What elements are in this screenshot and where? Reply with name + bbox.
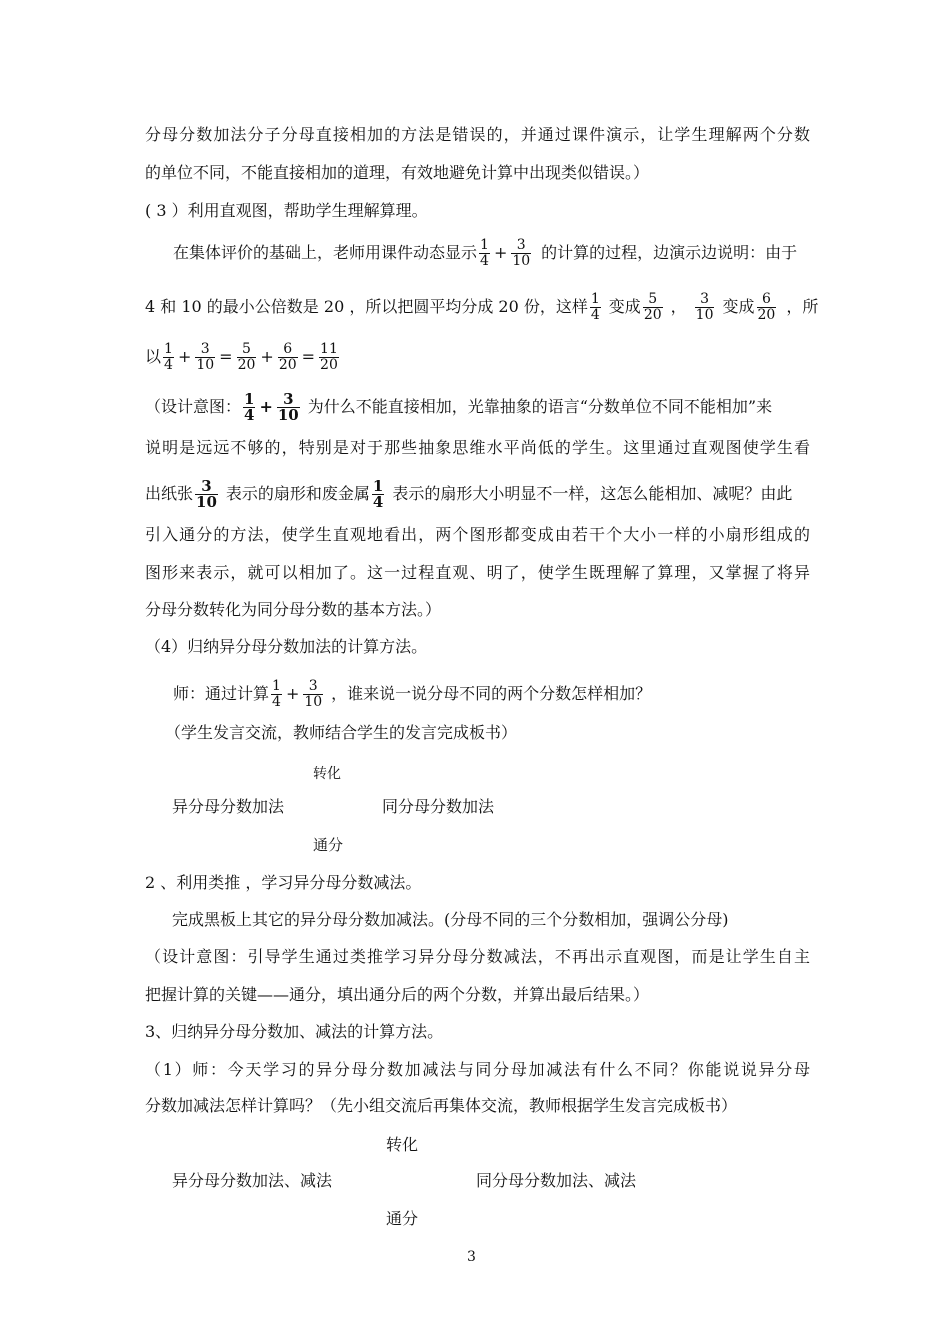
- text-run: ，谁来说一说分母不同的两个分数怎样相加？: [331, 684, 652, 703]
- denominator: 20: [320, 357, 338, 373]
- denominator: 4: [272, 694, 281, 710]
- numerator: 1: [272, 678, 281, 694]
- paragraph-line: （学生发言交流，教师结合学生的发言完成板书）: [165, 723, 518, 742]
- plus-sign: +: [493, 243, 508, 262]
- fraction: [372, 479, 384, 510]
- fraction: [163, 342, 174, 373]
- paragraph-line: 说明是远远不够的，特别是对于那些抽象思维水平尚低的学生。这里通过直观图使学生看: [145, 438, 810, 457]
- denominator: 10: [304, 694, 323, 710]
- text-run: 师：通过计算: [173, 684, 270, 703]
- denominator: 20: [237, 357, 256, 373]
- fraction: [195, 342, 215, 373]
- numerator: 1: [372, 477, 384, 495]
- equals-sign: =: [219, 347, 233, 366]
- plus-sign: +: [285, 684, 300, 703]
- diagram-label-unlike-denominators: 异分母分数加法、减法: [172, 1171, 333, 1190]
- diagram-label-like-denominators: 同分母分数加法、减法: [476, 1171, 637, 1190]
- diagram-label-unlike-denominators: 异分母分数加法: [172, 797, 285, 816]
- fraction: [479, 238, 490, 269]
- numerator: 1: [590, 291, 600, 307]
- text-run: 出纸张: [145, 484, 194, 503]
- fraction: [271, 679, 282, 710]
- fraction: [195, 479, 218, 510]
- equation-line: [145, 342, 810, 373]
- paragraph-line: （设计意图：引导学生通过类推学习异分母分数减法，不再出示直观图，而是让学生自主: [145, 947, 810, 966]
- text-run: 为什么不能直接相加，光靠抽象的语言“分数单位不同不能相加”来: [307, 397, 773, 416]
- fraction: [643, 292, 663, 323]
- numerator: 3: [516, 237, 526, 253]
- denominator: 4: [164, 357, 173, 373]
- text-run: 表示的扇形和废金属: [225, 484, 370, 503]
- numerator: 6: [283, 341, 293, 357]
- numerator: 3: [200, 341, 210, 357]
- numerator: 11: [320, 341, 338, 357]
- plus-sign: +: [177, 347, 192, 366]
- text-run: 的计算的过程，边演示边说明：由于: [541, 243, 798, 262]
- text-run: ，: [670, 297, 687, 316]
- numerator: 1: [244, 390, 255, 408]
- denominator: 10: [695, 307, 714, 323]
- section-heading: （4）归纳异分母分数加法的计算方法。: [145, 637, 428, 656]
- text-run: ，所: [786, 297, 819, 316]
- denominator: 20: [278, 357, 297, 373]
- numerator: 3: [201, 477, 212, 495]
- diagram-label-transform: 转化: [386, 1135, 419, 1154]
- text-run: 以: [145, 347, 162, 366]
- text-run: 4 和 10 的最小公倍数是 20 ，所以把圆平均分成 20 份，这样: [145, 297, 588, 316]
- denominator: 4: [372, 493, 384, 511]
- fraction: [303, 679, 323, 710]
- numerator: 6: [761, 291, 771, 307]
- fraction: [695, 292, 715, 323]
- paragraph-line-with-fractions: [145, 392, 810, 423]
- paragraph-line: 分母分数转化为同分母分数的基本方法。）: [145, 600, 442, 619]
- numerator: 1: [164, 341, 173, 357]
- denominator: 10: [277, 406, 299, 424]
- fraction: [243, 392, 255, 423]
- section-heading: 3、归纳异分母分数加、减法的计算方法。: [145, 1022, 444, 1041]
- fraction: [237, 342, 257, 373]
- paragraph-line: 图形来表示，就可以相加了。这一过程直观、明了，使学生既理解了算理，又掌握了将异: [145, 563, 810, 582]
- diagram-label-common-denominator: 通分: [386, 1209, 419, 1228]
- diagram-label-common-denominator: 通分: [313, 836, 344, 854]
- diagram-label-like-denominators: 同分母分数加法: [382, 797, 495, 816]
- paragraph-line-with-fractions: [145, 238, 810, 269]
- numerator: 3: [283, 390, 294, 408]
- equals-sign: =: [301, 347, 316, 366]
- denominator: 10: [196, 493, 217, 511]
- text-run: 表示的扇形大小明显不一样，这怎么能相加、减呢？由此: [392, 484, 793, 503]
- denominator: 4: [590, 307, 600, 323]
- text-run: 变成: [608, 297, 641, 316]
- denominator: 4: [480, 253, 489, 269]
- diagram-label-transform: 转化: [313, 766, 341, 782]
- denominator: 10: [196, 357, 215, 373]
- numerator: 1: [480, 237, 489, 253]
- numerator: 3: [308, 678, 318, 694]
- fraction: [319, 342, 339, 373]
- paragraph-line-with-fractions: [145, 479, 810, 510]
- paragraph-line: （1）师：今天学习的异分母分数加减法与同分母加减法有什么不同？你能说说异分母: [145, 1060, 810, 1079]
- fraction: [757, 292, 777, 323]
- section-heading: 2 、利用类推 ，学习异分母分数减法。: [145, 873, 422, 892]
- fraction: [590, 292, 601, 323]
- paragraph-line: 分母分数加法分子分母直接相加的方法是错误的，并通过课件演示，让学生理解两个分数: [145, 125, 810, 144]
- plus-sign: +: [260, 347, 274, 366]
- fraction: [511, 238, 531, 269]
- paragraph-line: 完成黑板上其它的异分母分数加减法。(分母不同的三个分数相加，强调公分母): [172, 910, 729, 929]
- paragraph-line: 引入通分的方法，使学生直观地看出，两个图形都变成由若干个大小一样的小扇形组成的: [145, 525, 810, 544]
- text-run: 在集体评价的基础上，老师用课件动态显示: [173, 243, 478, 262]
- fraction: [277, 392, 300, 423]
- paragraph-line: 把握计算的关键——通分，填出通分后的两个分数，并算出最后结果。）: [145, 985, 650, 1004]
- page-number: 3: [467, 1249, 476, 1265]
- denominator: 10: [512, 253, 531, 269]
- numerator: 5: [648, 291, 658, 307]
- paragraph-line-with-fractions: [145, 291, 819, 323]
- numerator: 3: [700, 291, 710, 307]
- section-heading: ( 3 ）利用直观图，帮助学生理解算理。: [145, 201, 428, 220]
- plus-sign: +: [259, 397, 273, 416]
- paragraph-line-with-fractions: [145, 679, 810, 710]
- paragraph-line: 分数加减法怎样计算吗？（先小组交流后再集体交流，教师根据学生发言完成板书）: [145, 1096, 738, 1115]
- text-run: （设计意图：: [145, 397, 242, 416]
- paragraph-line: 的单位不同，不能直接相加的道理，有效地避免计算中出现类似错误。）: [145, 163, 650, 182]
- numerator: 5: [242, 341, 251, 357]
- denominator: 4: [244, 406, 255, 424]
- denominator: 20: [643, 307, 662, 323]
- text-run: 变成: [722, 297, 755, 316]
- fraction: [278, 342, 298, 373]
- denominator: 20: [757, 307, 776, 323]
